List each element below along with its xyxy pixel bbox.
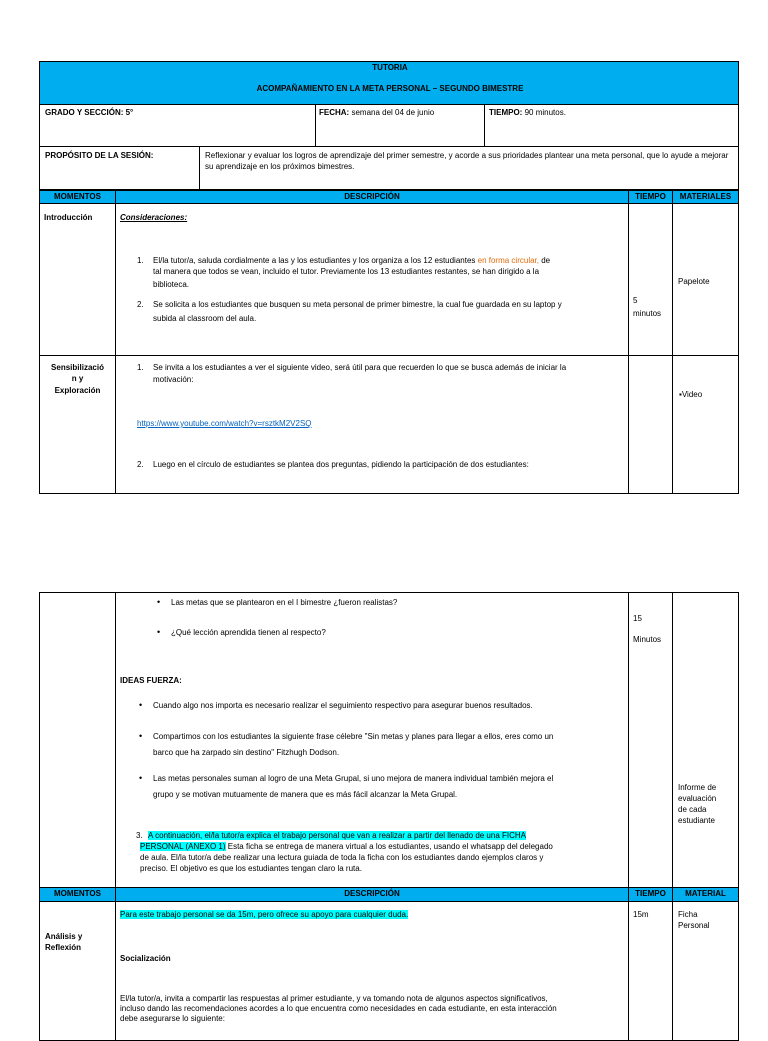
sensib-tiempo-cell: [628, 355, 673, 494]
fecha-value: semana del 04 de junio: [351, 108, 435, 117]
tiempo-header: TIEMPO: [628, 190, 673, 204]
title-line-1: TUTORIA: [372, 63, 408, 72]
title-line-2: ACOMPAÑAMIENTO EN LA META PERSONAL – SEGUNDO BIMESTRE: [256, 84, 524, 93]
tiempo-label: TIEMPO:: [489, 108, 523, 117]
orange-text: en forma circular,: [477, 256, 539, 265]
grado-label: GRADO Y SECCIÓN: 5°: [45, 108, 134, 117]
sensib-item-1: Se invita a los estudiantes a ver el siguiente video, será útil para que recuerden lo que se busca además de iniciar la: [153, 363, 567, 372]
bullet-icon: ▪: [679, 390, 682, 399]
p2-tiempo-cell: 15 Minutos: [628, 592, 673, 888]
p2-tiempo-header: TIEMPO: [628, 887, 673, 902]
grado-cell: [39, 104, 316, 147]
idea-3: • Las metas personales suman al logro de una Meta Grupal, si uno mejora de manera individual también mejora el: [153, 773, 553, 784]
title-bar: [39, 61, 739, 105]
tiempo-value: 90 minutos.: [524, 108, 566, 117]
p2-momento-cell: [39, 592, 116, 888]
proposito-label: PROPÓSITO DE LA SESIÓN:: [45, 151, 154, 160]
socializacion-title: Socialización: [120, 954, 171, 963]
proposito-label-cell: [39, 146, 200, 190]
analisis-tiempo-cell: 15m: [628, 901, 673, 1041]
intro-item-1: El/la tutor/a, saluda cordialmente a las y los estudiantes y los organiza a los 12 estudiantes en forma circular, de: [153, 256, 551, 265]
momentos-header: MOMENTOS: [39, 190, 116, 204]
intro-momento-cell: [39, 203, 116, 356]
sensib-material-cell: [672, 355, 739, 494]
trabajo-personal-note: Para este trabajo personal se da 15m, pero ofrece su apoyo para cualquier duda.: [120, 910, 409, 919]
intro-momento: Introducción: [44, 213, 93, 222]
fecha-label: FECHA:: [319, 108, 350, 117]
sensib-momento-cell: Sensibilizació n y Exploración: [39, 355, 116, 494]
proposito-text: Reflexionar y evaluar los logros de aprendizaje del primer semestre, y acorde a sus prioridades plantear una meta personal, que lo ayude a mejorar su aprendizaje en los próximos bimestres.: [205, 151, 729, 171]
materiales-header: MATERIALES: [672, 190, 739, 204]
fecha-cell: [315, 104, 485, 147]
question-2: • ¿Qué lección aprendida tienen al respecto?: [171, 627, 326, 638]
consideraciones-label: Consideraciones:: [120, 213, 188, 222]
item-3-line-2: PERSONAL (ANEXO 1) Esta ficha se entrega de manera virtual a los estudiantes, usando el whatsapp del delegado: [140, 842, 553, 851]
p2-desc-cell: • Las metas que se plantearon en el I bimestre ¿fueron realistas? • ¿Qué lección aprendida tienen al respecto? IDEAS FUERZA: • Cuando algo nos importa es necesario realizar el seguimiento respectivo para asegurar buenos resultados. • Compartimos con los estudiantes la siguiente frase célebre "Sin metas y planes para llegar a ellos, eres como un barco que ha zarpado sin destino" Fitzhugh Dodson. • Las metas personales suman al logro de una Meta Grupal, si uno mejora de manera individual también mejora el grupo y se motivan mutuamente de manera que es más fácil alcanzar la Meta Grupal. 3. A continuación, el/la tutor/a explica el trabajo personal que van a realizar a partir del llenado de una FICHA PERSONAL (ANEXO 1) Esta ficha se entrega de manera virtual a los estudiantes, usando el whatsapp del delegado de aula. El/la tutor/a debe realizar una lectura guiada de toda la ficha con los estudiantes dando ejemplos claros y preciso. El objetivo es que los estudiantes tengan claro la ruta.: [115, 592, 629, 888]
video-material: ▪Video: [679, 390, 703, 399]
sensib-desc-cell: 1. Se invita a los estudiantes a ver el siguiente video, será útil para que recuerden lo que se busca además de iniciar la motivación: https://www.youtube.com/watch?v=rsztkM2V2SQ 2. Luego en el círculo de estudiantes se plantea dos preguntas, pidiendo la participación de dos estudiantes:: [115, 355, 629, 494]
p2-material-header: MATERIAL: [672, 887, 739, 902]
intro-tiempo-cell: 5 minutos: [628, 203, 673, 356]
question-1: • Las metas que se plantearon en el I bimestre ¿fueron realistas?: [171, 597, 397, 608]
proposito-text-cell: [199, 146, 739, 190]
descripcion-header: DESCRIPCIÓN: [115, 190, 629, 204]
tiempo-cell: [484, 104, 739, 147]
sensib-item-2: Luego en el círculo de estudiantes se plantea dos preguntas, pidiendo la participación de dos estudiantes:: [153, 460, 529, 469]
item-3-line-1: [148, 830, 526, 841]
analisis-desc-cell: Para este trabajo personal se da 15m, pero ofrece su apoyo para cualquier duda. Socialización El/la tutor/a, invita a compartir las respuestas al primer estudiante, y va tomando nota de algunos aspectos significativos, incluso dando las recomendaciones acordes a lo que encuentra como necesidades en cada estudiante, en esta interacción debe asegurarse lo siguiente:: [115, 901, 629, 1041]
ideas-fuerza-title: IDEAS FUERZA:: [120, 676, 182, 685]
analisis-momento-cell: Análisis y Reflexión: [39, 901, 116, 1041]
idea-2: • Compartimos con los estudiantes la siguiente frase célebre "Sin metas y planes para llegar a ellos, eres como un: [153, 731, 553, 742]
highlight-text: A continuación, el/la tutor/a explica el trabajo personal que van a realizar a partir del llenado de una FICHA: [148, 831, 527, 840]
idea-1: • Cuando algo nos importa es necesario realizar el seguimiento respectivo para asegurar buenos resultados.: [153, 700, 533, 711]
p2-momentos-header: MOMENTOS: [39, 887, 116, 902]
intro-desc-cell: Consideraciones: 1. El/la tutor/a, saluda cordialmente a las y los estudiantes y los organiza a los 12 estudiantes en forma circular, de tal manera que todos se vean, incluido el tutor. Previamente los 13 estudiantes restantes, se han dirigido a la biblioteca. 2. Se solicita a los estudiantes que busquen su meta personal de primer bimestre, la cual fue guardada en su laptop y subida al classroom del aula.: [115, 203, 629, 356]
intro-item-2: Se solicita a los estudiantes que busquen su meta personal de primer bimestre, la cual fue guardada en su laptop y: [153, 300, 562, 309]
intro-material-cell: Papelote: [672, 203, 739, 356]
p2-descripcion-header: DESCRIPCIÓN: [115, 887, 629, 902]
analisis-material-cell: Ficha Personal: [672, 901, 739, 1041]
p2-material-cell: Informe de evaluación de cada estudiante: [672, 592, 739, 888]
youtube-link[interactable]: https://www.youtube.com/watch?v=rsztkM2V2SQ: [137, 419, 312, 428]
